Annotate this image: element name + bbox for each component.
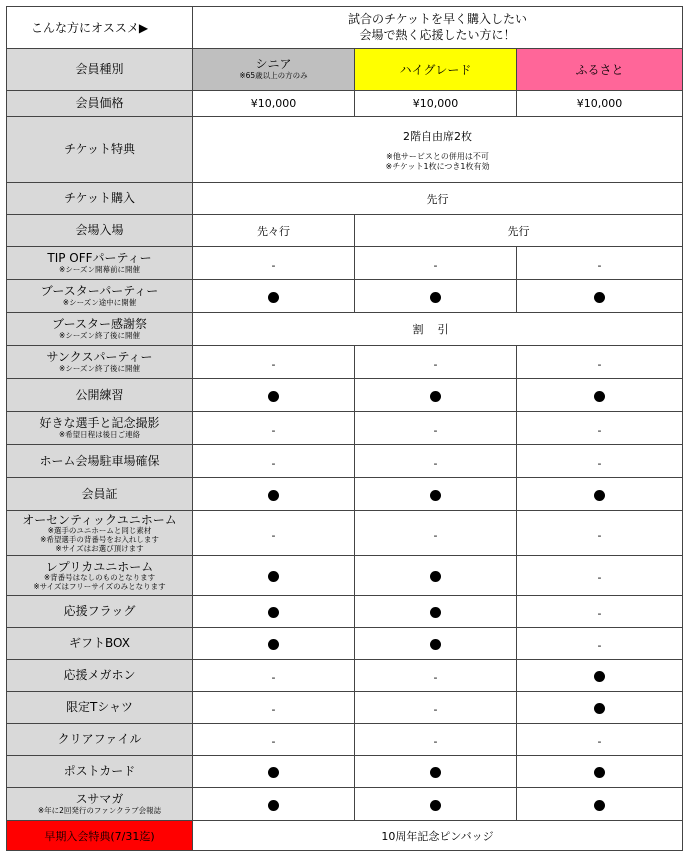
benefit-senior-cell [193, 379, 355, 412]
benefit-label: クリアファイル [57, 732, 142, 747]
benefit-senior-cell [193, 412, 355, 445]
not-included-dash: - [271, 528, 276, 542]
benefit-furusato-cell [517, 445, 683, 478]
benefit-furusato-cell [517, 346, 683, 379]
benefit-row [7, 280, 683, 313]
benefit-highgrade-cell [355, 692, 517, 724]
not-included-dash: - [597, 735, 602, 748]
ticket-benefit-main: 2階自由席2枚 [403, 129, 472, 143]
benefit-label: 応援フラッグ [63, 604, 136, 619]
benefit-highgrade-cell [355, 756, 517, 788]
benefit-label-cell [7, 511, 193, 556]
benefit-label: ブースターパーティー [40, 284, 159, 299]
benefit-label-cell [7, 724, 193, 756]
included-dot-icon [594, 671, 605, 682]
benefit-highgrade-cell [355, 247, 517, 280]
benefit-row [7, 247, 683, 280]
not-included-dash: - [271, 671, 276, 684]
benefit-senior-cell [193, 445, 355, 478]
not-included-dash: - [433, 456, 438, 470]
not-included-dash: - [271, 357, 276, 371]
benefit-highgrade-cell [355, 596, 517, 628]
benefit-label: 応援メガホン [63, 668, 136, 683]
benefit-label: ギフトBOX [69, 636, 130, 651]
benefit-highgrade-cell [355, 445, 517, 478]
included-dot-icon [268, 292, 279, 303]
venue-entry-others: 先行 [355, 215, 683, 247]
benefit-row [7, 628, 683, 660]
price-senior: ¥10,000 [193, 91, 355, 117]
benefit-note: ※シーズン終了後に開催 [59, 363, 140, 373]
benefit-furusato-cell [517, 660, 683, 692]
venue-entry-row [7, 215, 683, 247]
not-included-dash: - [597, 639, 602, 652]
not-included-dash: - [433, 423, 438, 437]
benefit-row [7, 445, 683, 478]
early-bonus-body [7, 821, 683, 851]
benefit-senior-cell [193, 556, 355, 596]
included-dot-icon [430, 767, 441, 778]
included-dot-icon [268, 639, 279, 650]
benefit-merged-value: 割引 [193, 313, 683, 346]
benefit-note: ※年に2回発行のファンクラブ会報誌 [37, 805, 162, 815]
benefit-note: ※シーズン途中に開催 [62, 297, 137, 307]
included-dot-icon [268, 767, 279, 778]
benefit-label-cell [7, 596, 193, 628]
price-label: 会員価格 [7, 91, 193, 117]
benefit-furusato-cell [517, 788, 683, 821]
benefit-row [7, 346, 683, 379]
benefit-label: 限定Tシャツ [65, 700, 134, 715]
benefit-furusato-cell [517, 724, 683, 756]
venue-entry-senior: 先々行 [193, 215, 355, 247]
intro-row [7, 7, 683, 49]
benefit-rows [7, 247, 683, 821]
benefit-highgrade-cell [355, 346, 517, 379]
benefit-highgrade-cell [355, 280, 517, 313]
benefit-row [7, 556, 683, 596]
benefit-senior-cell [193, 247, 355, 280]
benefit-highgrade-cell [355, 724, 517, 756]
included-dot-icon [430, 639, 441, 650]
not-included-dash: - [433, 528, 438, 542]
benefit-label-cell [7, 280, 193, 313]
included-dot-icon [430, 490, 441, 501]
benefit-label: オーセンティックユニホーム [22, 512, 177, 527]
benefit-label: 公開練習 [75, 387, 124, 402]
included-dot-icon [594, 767, 605, 778]
member-type-highgrade: ハイグレード [355, 49, 517, 91]
benefit-highgrade-cell [355, 660, 517, 692]
benefit-label: ホーム会場駐車場確保 [39, 453, 160, 468]
not-included-dash: - [271, 703, 276, 716]
venue-entry-label: 会場入場 [7, 215, 193, 247]
not-included-dash: - [271, 456, 276, 470]
benefit-senior-cell [193, 628, 355, 660]
benefit-note3: ※サイズはお選び頂けます [55, 543, 144, 553]
ticket-purchase-value: 先行 [193, 183, 683, 215]
price-furusato: ¥10,000 [517, 91, 683, 117]
early-bonus-value: 10周年記念ピンバッジ [193, 821, 683, 851]
included-dot-icon [594, 391, 605, 402]
included-dot-icon [594, 703, 605, 714]
benefit-row [7, 511, 683, 556]
benefit-label: TIP OFFパーティー [47, 251, 152, 266]
intro-text-line2: 会場で熱く応援したい方に！ [359, 27, 516, 42]
benefit-note: ※選手のユニホームと同じ素材 [47, 526, 152, 536]
included-dot-icon [268, 571, 279, 582]
not-included-dash: - [433, 703, 438, 716]
benefit-label-cell [7, 445, 193, 478]
not-included-dash: - [433, 258, 438, 272]
benefit-label-cell [7, 628, 193, 660]
ticket-purchase-row [7, 183, 683, 215]
benefit-highgrade-cell [355, 511, 517, 556]
not-included-dash: - [597, 528, 602, 542]
benefit-furusato-cell [517, 756, 683, 788]
included-dot-icon [430, 571, 441, 582]
not-included-dash: - [433, 671, 438, 684]
benefit-row [7, 660, 683, 692]
benefit-highgrade-cell [355, 412, 517, 445]
benefit-furusato-cell [517, 692, 683, 724]
benefit-row [7, 313, 683, 346]
benefit-senior-cell [193, 788, 355, 821]
benefit-senior-cell [193, 660, 355, 692]
membership-table-body [7, 7, 683, 247]
member-type-furusato: ふるさと [517, 49, 683, 91]
benefit-note: ※希望日程は後日ご連絡 [58, 429, 141, 439]
ticket-purchase-label: チケット購入 [7, 183, 193, 215]
benefit-furusato-cell [517, 280, 683, 313]
intro-text-line1: 試合のチケットを早く購入したい [348, 11, 527, 26]
benefit-row [7, 412, 683, 445]
benefit-furusato-cell [517, 478, 683, 511]
benefit-row [7, 724, 683, 756]
membership-table [6, 6, 683, 851]
benefit-highgrade-cell [355, 379, 517, 412]
benefit-row [7, 478, 683, 511]
member-type-label: 会員種別 [7, 49, 193, 91]
benefit-label-cell [7, 412, 193, 445]
benefit-label: レプリカユニホーム [45, 559, 154, 574]
member-type-senior [193, 49, 355, 91]
benefit-row [7, 788, 683, 821]
not-included-dash: - [271, 735, 276, 748]
price-highgrade: ¥10,000 [355, 91, 517, 117]
benefit-label-cell [7, 346, 193, 379]
included-dot-icon [594, 292, 605, 303]
benefit-senior-cell [193, 280, 355, 313]
benefit-senior-cell [193, 478, 355, 511]
benefit-label-cell [7, 692, 193, 724]
benefit-furusato-cell [517, 511, 683, 556]
not-included-dash: - [597, 571, 602, 584]
included-dot-icon [594, 800, 605, 811]
benefit-furusato-cell [517, 379, 683, 412]
benefit-label-cell [7, 247, 193, 280]
ticket-benefit-note1: ※他サービスとの併用は不可 [386, 151, 489, 161]
not-included-dash: - [597, 607, 602, 620]
benefit-note: ※背番号はなしのものとなります [43, 573, 156, 583]
benefit-note: ※シーズン開幕前に開催 [59, 264, 140, 274]
benefit-row [7, 596, 683, 628]
benefit-highgrade-cell [355, 556, 517, 596]
benefit-label: 好きな選手と記念撮影 [39, 416, 160, 431]
benefit-label-cell [7, 478, 193, 511]
benefit-row [7, 756, 683, 788]
benefit-furusato-cell [517, 596, 683, 628]
benefit-furusato-cell [517, 412, 683, 445]
ticket-benefit-row [7, 117, 683, 183]
benefit-furusato-cell [517, 556, 683, 596]
benefit-note2: ※希望選手の背番号をお入れします [40, 534, 159, 544]
included-dot-icon [430, 292, 441, 303]
not-included-dash: - [597, 357, 602, 371]
not-included-dash: - [271, 258, 276, 272]
included-dot-icon [594, 490, 605, 501]
not-included-dash: - [597, 423, 602, 437]
intro-label: こんな方にオススメ▶ [7, 7, 193, 49]
included-dot-icon [268, 490, 279, 501]
benefit-label-cell [7, 556, 193, 596]
benefit-highgrade-cell [355, 478, 517, 511]
senior-name: シニア [255, 57, 292, 72]
intro-text [193, 7, 683, 49]
benefit-senior-cell [193, 596, 355, 628]
not-included-dash: - [433, 357, 438, 371]
member-type-row [7, 49, 683, 91]
benefit-furusato-cell [517, 247, 683, 280]
benefit-label: 会員証 [81, 486, 118, 501]
benefit-label-cell [7, 788, 193, 821]
benefit-label-cell [7, 756, 193, 788]
senior-note: ※65歳以上の方のみ [239, 71, 308, 81]
benefit-label-cell [7, 313, 193, 346]
included-dot-icon [430, 607, 441, 618]
benefit-label: ブースター感謝祭 [51, 317, 148, 332]
benefit-senior-cell [193, 346, 355, 379]
included-dot-icon [268, 391, 279, 402]
not-included-dash: - [597, 258, 602, 272]
benefit-label: ポストカード [63, 764, 136, 779]
benefit-row [7, 379, 683, 412]
included-dot-icon [268, 800, 279, 811]
benefit-senior-cell [193, 724, 355, 756]
benefit-label: サンクスパーティー [46, 350, 153, 365]
included-dot-icon [430, 800, 441, 811]
not-included-dash: - [271, 423, 276, 437]
early-bonus-row [7, 821, 683, 851]
benefit-note2: ※サイズはフリーサイズのみとなります [33, 581, 166, 591]
benefit-label: スサマガ [75, 792, 124, 807]
included-dot-icon [268, 607, 279, 618]
benefit-senior-cell [193, 511, 355, 556]
benefit-label-cell [7, 379, 193, 412]
price-row [7, 91, 683, 117]
benefit-label-cell [7, 660, 193, 692]
ticket-benefit-label: チケット特典 [7, 117, 193, 183]
ticket-benefit-note2: ※チケット1枚につき1枚有効 [385, 161, 490, 171]
not-included-dash: - [433, 735, 438, 748]
benefit-row [7, 692, 683, 724]
ticket-benefit-value [193, 117, 683, 183]
benefit-senior-cell [193, 756, 355, 788]
benefit-senior-cell [193, 692, 355, 724]
early-bonus-label: 早期入会特典(7/31迄) [7, 821, 193, 851]
benefit-note: ※シーズン終了後に開催 [59, 330, 140, 340]
benefit-highgrade-cell [355, 788, 517, 821]
included-dot-icon [430, 391, 441, 402]
not-included-dash: - [597, 456, 602, 470]
benefit-furusato-cell [517, 628, 683, 660]
benefit-highgrade-cell [355, 628, 517, 660]
